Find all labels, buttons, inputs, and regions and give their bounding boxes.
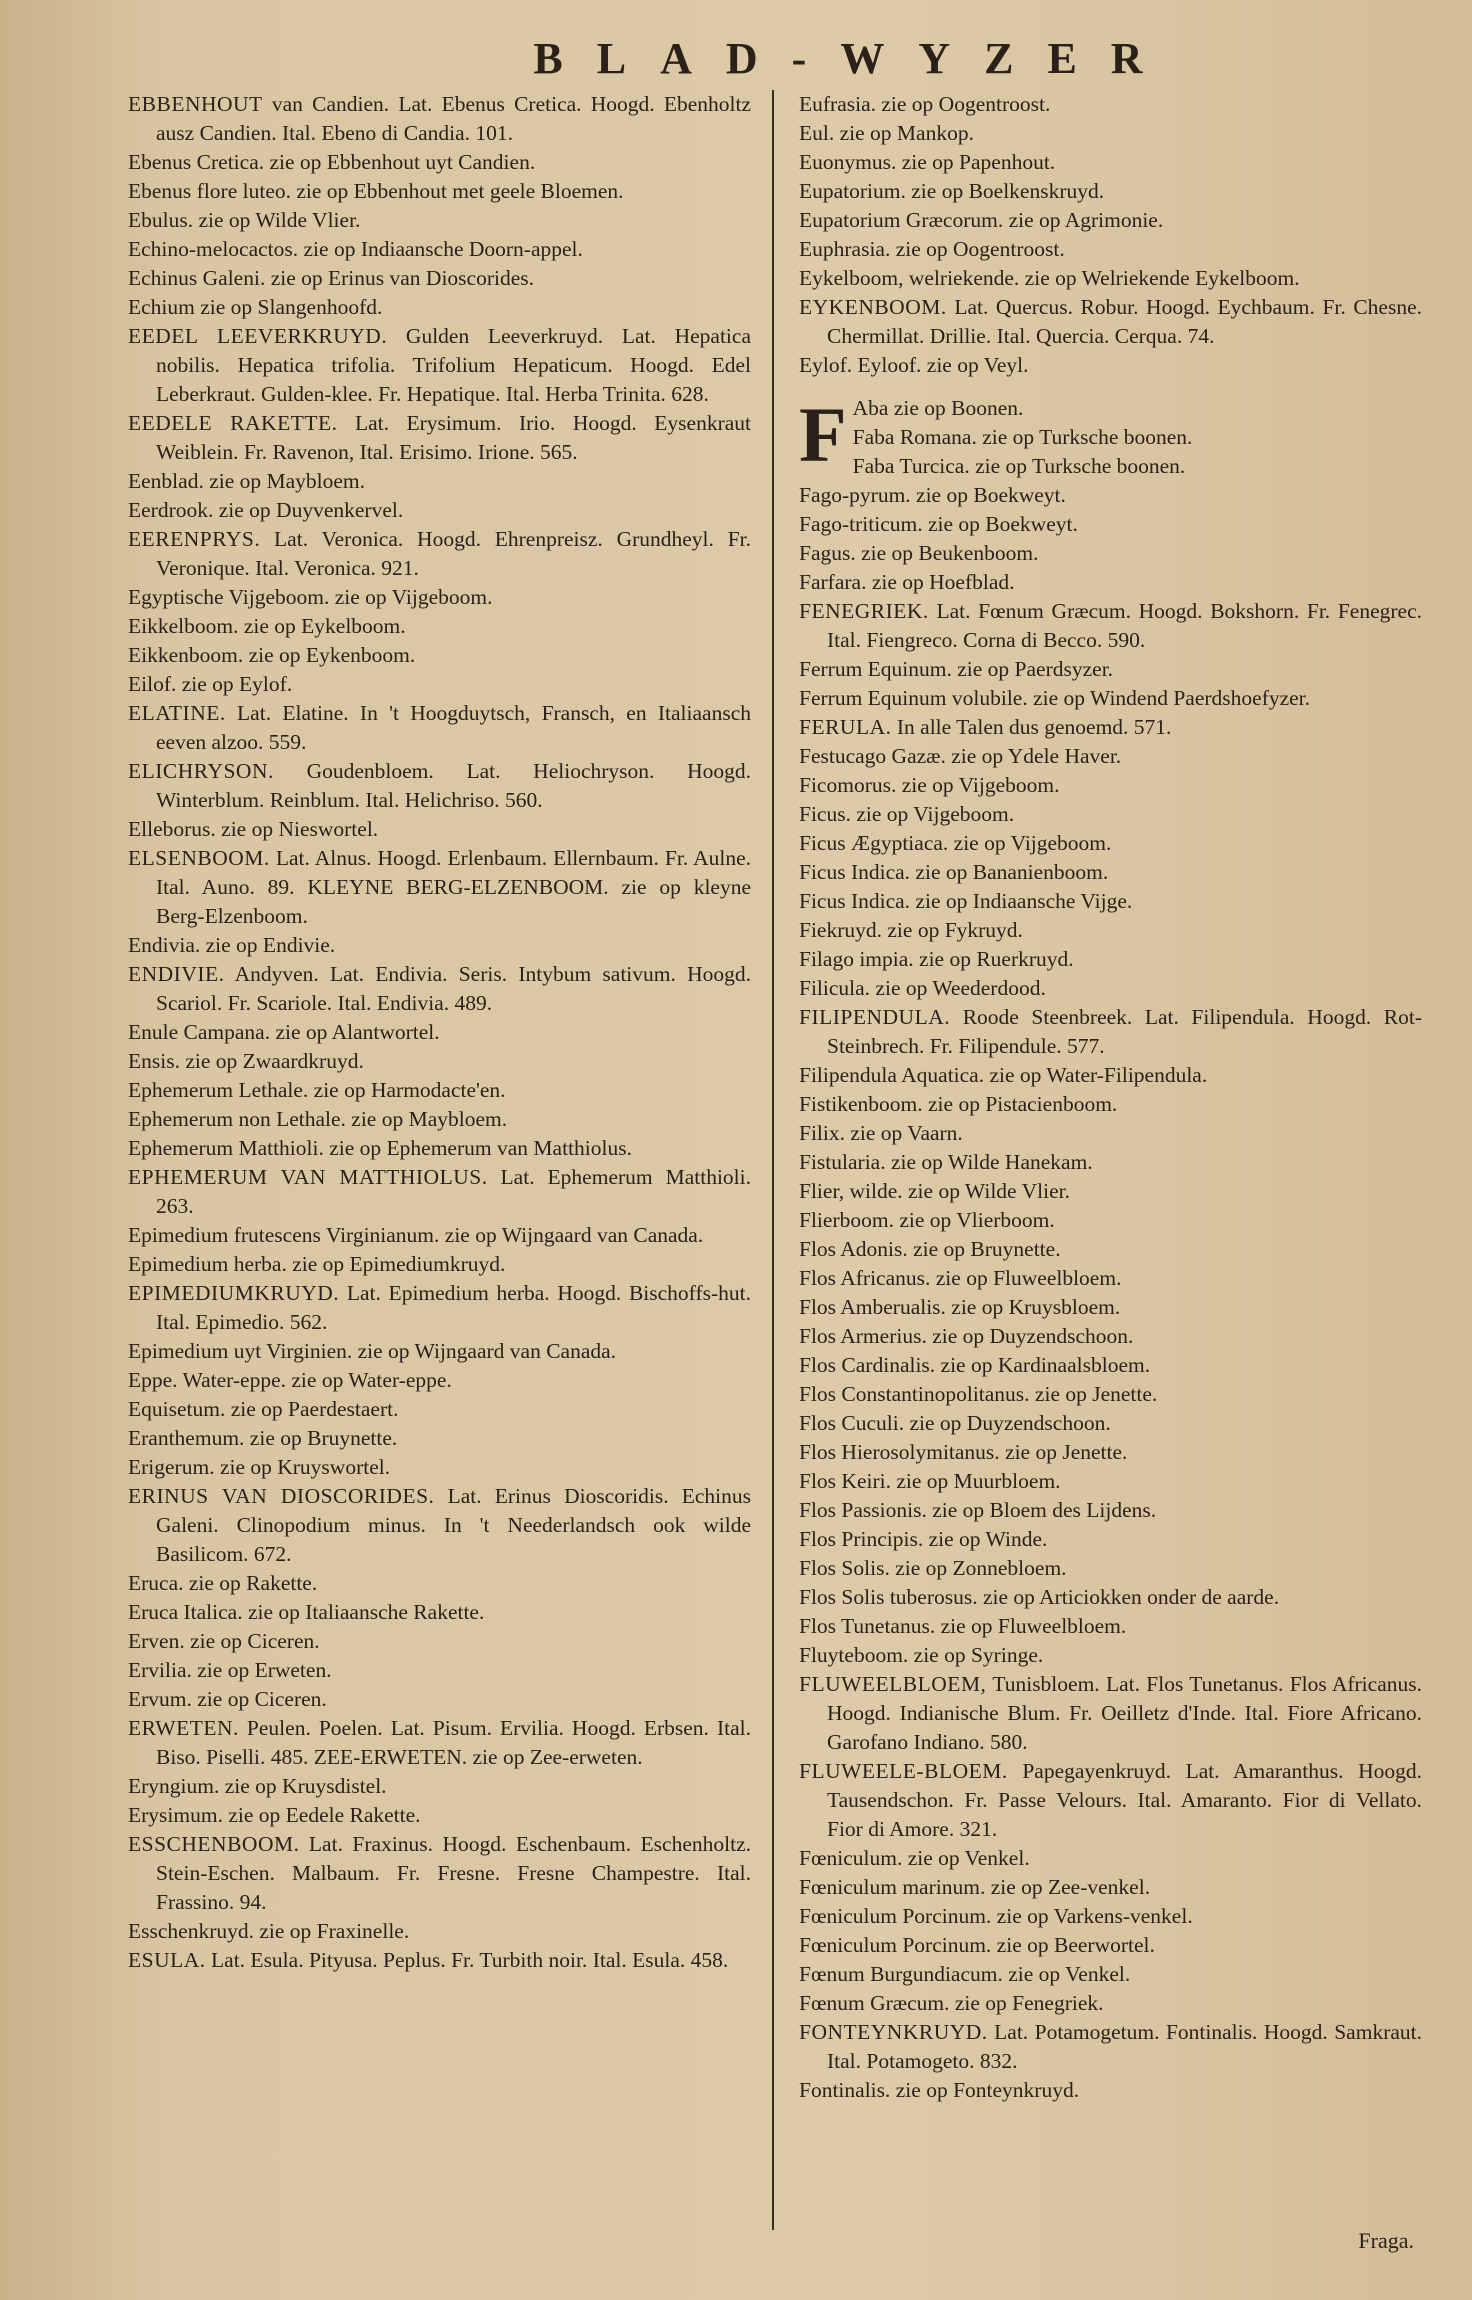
index-entry <box>128 960 751 1018</box>
index-entry <box>128 1772 751 1801</box>
entry-text: Fœniculum Porcinum. zie op Varkens-venkel. <box>799 1904 1193 1928</box>
index-entry <box>128 1685 751 1714</box>
right-column <box>799 90 1422 2105</box>
index-entry <box>128 1047 751 1076</box>
entry-text: Andyven. Lat. Endivia. Seris. Intybum sativum. Hoogd. Scariol. Fr. Scariole. Ital. Endivia. 489. <box>156 962 751 1015</box>
index-entry <box>128 699 751 757</box>
index-entry <box>799 1322 1422 1351</box>
index-entry <box>799 1844 1422 1873</box>
entry-text: Fistikenboom. zie op Pistacienboom. <box>799 1092 1118 1116</box>
entry-headword: FILIPENDULA. <box>799 1005 951 1029</box>
index-entry <box>799 1380 1422 1409</box>
entry-text: Flos Cardinalis. zie op Kardinaalsbloem. <box>799 1353 1151 1377</box>
index-columns <box>128 90 1422 2105</box>
index-entry <box>128 409 751 467</box>
entry-text: Ficus Indica. zie op Indiaansche Vijge. <box>799 889 1133 913</box>
index-entry <box>128 1134 751 1163</box>
entry-text: Flier, wilde. zie op Wilde Vlier. <box>799 1179 1070 1203</box>
entry-text: Farfara. zie op Hoefblad. <box>799 570 1015 594</box>
index-entry <box>128 1656 751 1685</box>
entry-text: Lat. Potamogetum. Fontinalis. Hoogd. Samkraut. Ital. Potamogeto. 832. <box>827 2020 1422 2073</box>
index-entry <box>799 1670 1422 1757</box>
letter-f-line: Faba Turcica. zie op Turksche boonen. <box>852 454 1186 478</box>
index-entry <box>799 1264 1422 1293</box>
entry-text: Euphrasia. zie op Oogentroost. <box>799 237 1065 261</box>
entry-text: Ebenus Cretica. zie op Ebbenhout uyt Candien. <box>128 150 536 174</box>
entry-text: Lat. Epimedium herba. Hoogd. Bischoffs-hut. Ital. Epimedio. 562. <box>156 1281 751 1334</box>
entry-headword: FONTEYNKRUYD. <box>799 2020 988 2044</box>
entry-text: Ficomorus. zie op Vijgeboom. <box>799 773 1060 797</box>
entry-text: Eruca. zie op Rakette. <box>128 1571 318 1595</box>
entry-headword: EEDELE RAKETTE. <box>128 411 338 435</box>
index-entry <box>128 467 751 496</box>
entry-text: Eikkenboom. zie op Eykenboom. <box>128 643 416 667</box>
index-entry <box>128 1627 751 1656</box>
entry-text: Flos Africanus. zie op Fluweelbloem. <box>799 1266 1122 1290</box>
index-entry <box>128 1163 751 1221</box>
entry-headword: ESSCHENBOOM. <box>128 1832 300 1856</box>
entry-text: Echinus Galeni. zie op Erinus van Dioscorides. <box>128 266 535 290</box>
index-entry <box>128 1917 751 1946</box>
entry-text: Fœnum Burgundiacum. zie op Venkel. <box>799 1962 1131 1986</box>
entry-text: Egyptische Vijgeboom. zie op Vijgeboom. <box>128 585 493 609</box>
entry-text: Echino-melocactos. zie op Indiaansche Doorn-appel. <box>128 237 583 261</box>
entry-headword: FERULA. <box>799 715 892 739</box>
index-entry <box>128 1569 751 1598</box>
index-entry <box>799 2076 1422 2105</box>
index-entry <box>799 916 1422 945</box>
entry-text: Euonymus. zie op Papenhout. <box>799 150 1056 174</box>
section-gap <box>799 380 1422 394</box>
entry-text: Eruca Italica. zie op Italiaansche Rakette. <box>128 1600 485 1624</box>
index-entry <box>799 1902 1422 1931</box>
index-entry <box>128 206 751 235</box>
index-entry <box>128 1482 751 1569</box>
index-entry <box>799 264 1422 293</box>
entry-text: Flos Keiri. zie op Muurbloem. <box>799 1469 1061 1493</box>
entry-headword: ESULA. <box>128 1948 206 1972</box>
entry-text: Flos Adonis. zie op Bruynette. <box>799 1237 1061 1261</box>
entry-text: Flos Amberualis. zie op Kruysbloem. <box>799 1295 1121 1319</box>
index-entry <box>799 684 1422 713</box>
entry-text: Enule Campana. zie op Alantwortel. <box>128 1020 440 1044</box>
index-entry <box>128 815 751 844</box>
index-entry <box>799 1061 1422 1090</box>
entry-text: Echium zie op Slangenhoofd. <box>128 295 383 319</box>
entry-text: Erven. zie op Ciceren. <box>128 1629 320 1653</box>
entry-text: Lat. Veronica. Hoogd. Ehrenpreisz. Grundheyl. Fr. Veronique. Ital. Veronica. 921. <box>156 527 751 580</box>
right-column-entries <box>799 481 1422 2105</box>
index-entry <box>128 583 751 612</box>
entry-text: Flos Principis. zie op Winde. <box>799 1527 1048 1551</box>
entry-text: Fago-pyrum. zie op Boekweyt. <box>799 483 1066 507</box>
index-entry <box>799 1409 1422 1438</box>
entry-text: Eilof. zie op Eylof. <box>128 672 293 696</box>
entry-text: Fœnum Græcum. zie op Fenegriek. <box>799 1991 1104 2015</box>
index-entry <box>799 568 1422 597</box>
index-entry <box>128 1018 751 1047</box>
index-entry <box>128 931 751 960</box>
entry-text: Eerdrook. zie op Duyvenkervel. <box>128 498 404 522</box>
entry-headword: EBBENHOUT <box>128 92 263 116</box>
index-entry <box>799 235 1422 264</box>
entry-text: van Candien. Lat. Ebenus Cretica. Hoogd. Ebenholtz ausz Candien. Ital. Ebeno di Candia. 101. <box>156 92 751 145</box>
entry-text: Endivia. zie op Endivie. <box>128 933 336 957</box>
entry-headword: ERINUS VAN DIOSCORIDES. <box>128 1484 435 1508</box>
drop-initial-f: F <box>799 391 847 478</box>
index-entry <box>799 655 1422 684</box>
entry-headword: FENEGRIEK. <box>799 599 929 623</box>
index-entry <box>128 1279 751 1337</box>
index-entry <box>799 1177 1422 1206</box>
entry-text: Fœniculum Porcinum. zie op Beerwortel. <box>799 1933 1155 1957</box>
index-entry <box>799 2018 1422 2076</box>
index-entry <box>799 1757 1422 1844</box>
index-entry <box>799 1612 1422 1641</box>
index-entry <box>799 1148 1422 1177</box>
entry-text: Eenblad. zie op Maybloem. <box>128 469 366 493</box>
index-entry <box>799 800 1422 829</box>
entry-text: Lat. Elatine. In 't Hoogduytsch, Fransch, en Italiaansch eeven alzoo. 559. <box>156 701 751 754</box>
index-entry <box>128 148 751 177</box>
index-entry <box>799 974 1422 1003</box>
index-entry <box>799 1293 1422 1322</box>
index-entry <box>799 1351 1422 1380</box>
entry-headword: ELICHRYSON. <box>128 759 274 783</box>
entry-text: Ebenus flore luteo. zie op Ebbenhout met geele Bloemen. <box>128 179 624 203</box>
entry-text: Fagus. zie op Beukenboom. <box>799 541 1039 565</box>
entry-text: Flos Hierosolymitanus. zie op Jenette. <box>799 1440 1128 1464</box>
index-entry <box>799 90 1422 119</box>
entry-text: Flos Cuculi. zie op Duyzendschoon. <box>799 1411 1111 1435</box>
entry-text: Ephemerum non Lethale. zie op Maybloem. <box>128 1107 508 1131</box>
index-entry <box>799 1554 1422 1583</box>
entry-text: Ficus Indica. zie op Bananienboom. <box>799 860 1109 884</box>
entry-text: Lat. Erysimum. Irio. Hoogd. Eysenkraut Weiblein. Fr. Ravenon, Ital. Erisimo. Irione. 565. <box>156 411 751 464</box>
entry-text: Lat. Erinus Dioscoridis. Echinus Galeni. Clinopodium minus. In 't Neederlandsch ook wilde Basilicom. 672. <box>156 1484 751 1566</box>
entry-text: Eykelboom, welriekende. zie op Welriekende Eykelboom. <box>799 266 1300 290</box>
entry-text: Peulen. Poelen. Lat. Pisum. Ervilia. Hoogd. Erbsen. Ital. Biso. Piselli. 485. ZEE-ERWETEN. zie op Zee-erweten. <box>156 1716 751 1769</box>
index-entry <box>128 235 751 264</box>
entry-text: Erigerum. zie op Kruyswortel. <box>128 1455 391 1479</box>
entry-text: Ficus Ægyptiaca. zie op Vijgeboom. <box>799 831 1112 855</box>
index-entry <box>799 829 1422 858</box>
index-entry <box>128 293 751 322</box>
index-entry <box>799 119 1422 148</box>
index-entry <box>128 1221 751 1250</box>
index-entry <box>799 481 1422 510</box>
index-entry <box>128 177 751 206</box>
entry-text: Ferrum Equinum volubile. zie op Windend Paerdshoefyzer. <box>799 686 1311 710</box>
entry-text: Eylof. Eyloof. zie op Veyl. <box>799 353 1029 377</box>
entry-text: Fiekruyd. zie op Fykruyd. <box>799 918 1023 942</box>
letter-f-line: Aba zie op Boonen. <box>852 396 1024 420</box>
entry-text: Eppe. Water-eppe. zie op Water-eppe. <box>128 1368 452 1392</box>
entry-text: Flos Armerius. zie op Duyzendschoon. <box>799 1324 1134 1348</box>
entry-text: Fistularia. zie op Wilde Hanekam. <box>799 1150 1093 1174</box>
entry-headword: EEDEL LEEVERKRUYD. <box>128 324 388 348</box>
entry-text: Fœniculum. zie op Venkel. <box>799 1846 1030 1870</box>
index-entry <box>128 90 751 148</box>
entry-text: Lat. Esula. Pityusa. Peplus. Fr. Turbith noir. Ital. Esula. 458. <box>205 1948 729 1972</box>
index-entry <box>128 264 751 293</box>
index-entry <box>799 1931 1422 1960</box>
entry-text: Lat. Quercus. Robur. Hoogd. Eychbaum. Fr. Chesne. Chermillat. Drillie. Ital. Quercia. Cerqua. 74. <box>827 295 1422 348</box>
entry-text: Festucago Gazæ. zie op Ydele Haver. <box>799 744 1122 768</box>
catchword: Fraga. <box>1358 2228 1414 2253</box>
entry-text: Filipendula Aquatica. zie op Water-Filipendula. <box>799 1063 1208 1087</box>
index-entry <box>128 1250 751 1279</box>
entry-text: Goudenbloem. Lat. Heliochryson. Hoogd. Winterblum. Reinblum. Ital. Helichriso. 560. <box>156 759 751 812</box>
entry-text: Filix. zie op Vaarn. <box>799 1121 963 1145</box>
entry-text: Ephemerum Matthioli. zie op Ephemerum van Matthiolus. <box>128 1136 632 1160</box>
index-entry <box>128 612 751 641</box>
index-entry <box>799 293 1422 351</box>
entry-text: Roode Steenbreek. Lat. Filipendula. Hoogd. Rot-Steinbrech. Fr. Filipendule. 577. <box>827 1005 1422 1058</box>
entry-text: Epimedium frutescens Virginianum. zie op Wijngaard van Canada. <box>128 1223 704 1247</box>
entry-headword: ERWETEN. <box>128 1716 239 1740</box>
index-entry <box>799 1525 1422 1554</box>
letter-f-line: Faba Romana. zie op Turksche boonen. <box>852 425 1193 449</box>
index-entry <box>128 322 751 409</box>
entry-text: Ervilia. zie op Erweten. <box>128 1658 332 1682</box>
entry-text: Eikkelboom. zie op Eykelboom. <box>128 614 406 638</box>
index-entry <box>799 1989 1422 2018</box>
entry-headword: ELATINE. <box>128 701 226 725</box>
index-entry <box>799 1467 1422 1496</box>
index-entry <box>799 1235 1422 1264</box>
entry-text: Fœniculum marinum. zie op Zee-venkel. <box>799 1875 1151 1899</box>
entry-text: Flos Tunetanus. zie op Fluweelbloem. <box>799 1614 1127 1638</box>
entry-text: Papegayenkruyd. Lat. Amaranthus. Hoogd. Tausendschon. Fr. Passe Velours. Ital. Amaranto. Fior di Vellato. Fior di Amore. 321. <box>827 1759 1422 1841</box>
entry-headword: FLUWEELE-BLOEM. <box>799 1759 1008 1783</box>
index-entry <box>799 713 1422 742</box>
letter-f-lines <box>853 394 1193 481</box>
entry-text: Eranthemum. zie op Bruynette. <box>128 1426 398 1450</box>
entry-text: Flos Solis. zie op Zonnebloem. <box>799 1556 1067 1580</box>
index-entry <box>128 1395 751 1424</box>
entry-text: Ephemerum Lethale. zie op Harmodacte'en. <box>128 1078 506 1102</box>
entry-text: Lat. Fraxinus. Hoogd. Eschenbaum. Eschenholtz. Stein-Eschen. Malbaum. Fr. Fresne. Fresne Champestre. Ital. Frassino. 94. <box>156 1832 751 1914</box>
entry-text: Eupatorium Græcorum. zie op Agrimonie. <box>799 208 1164 232</box>
column-divider <box>772 90 774 2230</box>
entry-text: Lat. Fœnum Græcum. Hoogd. Bokshorn. Fr. Fenegrec. Ital. Fiengreco. Corna di Becco. 590. <box>827 599 1422 652</box>
entry-text: Equisetum. zie op Paerdestaert. <box>128 1397 399 1421</box>
entry-text: Flos Passionis. zie op Bloem des Lijdens. <box>799 1498 1157 1522</box>
index-entry <box>128 525 751 583</box>
index-entry <box>799 597 1422 655</box>
entry-headword: EYKENBOOM. <box>799 295 947 319</box>
entry-text: Lat. Ephemerum Matthioli. 263. <box>156 1165 751 1218</box>
entry-text: Epimedium uyt Virginien. zie op Wijngaard van Canada. <box>128 1339 617 1363</box>
index-entry <box>799 351 1422 380</box>
entry-text: Eufrasia. zie op Oogentroost. <box>799 92 1051 116</box>
entry-headword: EERENPRYS. <box>128 527 261 551</box>
entry-text: Elleborus. zie op Nieswortel. <box>128 817 379 841</box>
index-entry <box>128 1714 751 1772</box>
index-entry <box>799 510 1422 539</box>
index-entry <box>799 1496 1422 1525</box>
index-entry <box>128 496 751 525</box>
entry-text: Eupatorium. zie op Boelkenskruyd. <box>799 179 1105 203</box>
page-header: BLAD-WYZER <box>533 34 1177 83</box>
index-entry <box>128 670 751 699</box>
entry-text: Ficus. zie op Vijgeboom. <box>799 802 1015 826</box>
index-entry <box>799 945 1422 974</box>
index-entry <box>128 1076 751 1105</box>
entry-text: Gulden Leeverkruyd. Lat. Hepatica nobilis. Hepatica trifolia. Trifolium Hepaticum. Hoogd. Edel Leberkraut. Gulden-klee. Fr. Hepatique. Ital. Herba Trinita. 628. <box>156 324 751 406</box>
index-entry <box>799 1438 1422 1467</box>
index-entry <box>128 1801 751 1830</box>
index-entry <box>128 1453 751 1482</box>
index-entry <box>799 1641 1422 1670</box>
entry-text: Filicula. zie op Weederdood. <box>799 976 1046 1000</box>
entry-text: Ensis. zie op Zwaardkruyd. <box>128 1049 364 1073</box>
index-entry <box>128 757 751 815</box>
letter-f-section <box>799 391 1422 481</box>
index-entry <box>799 1090 1422 1119</box>
index-entry <box>128 1830 751 1917</box>
index-entry <box>799 1206 1422 1235</box>
index-entry <box>799 1583 1422 1612</box>
entry-text: Flos Constantinopolitanus. zie op Jenette. <box>799 1382 1158 1406</box>
entry-text: Fontinalis. zie op Fonteynkruyd. <box>799 2078 1080 2102</box>
entry-text: Tunisbloem. Lat. Flos Tunetanus. Flos Africanus. Hoogd. Indianische Blum. Fr. Oeilletz d'Inde. Ital. Fiore Africano. Garofano Indiano. 580. <box>827 1672 1422 1754</box>
entry-text: Flierboom. zie op Vlierboom. <box>799 1208 1055 1232</box>
entry-text: Ebulus. zie op Wilde Vlier. <box>128 208 361 232</box>
entry-headword: EPHEMERUM VAN MATTHIOLUS. <box>128 1165 488 1189</box>
index-entry <box>799 742 1422 771</box>
entry-text: In alle Talen dus genoemd. 571. <box>891 715 1172 739</box>
entry-headword: ENDIVIE. <box>128 962 225 986</box>
entry-text: Flos Solis tuberosus. zie op Articiokken onder de aarde. <box>799 1585 1280 1609</box>
index-entry <box>799 771 1422 800</box>
index-entry <box>128 1105 751 1134</box>
index-entry <box>799 1960 1422 1989</box>
entry-text: Epimedium herba. zie op Epimediumkruyd. <box>128 1252 506 1276</box>
entry-headword: ELSENBOOM. <box>128 846 270 870</box>
index-entry <box>799 206 1422 235</box>
index-entry <box>799 1873 1422 1902</box>
entry-text: Lat. Alnus. Hoogd. Erlenbaum. Ellernbaum. Fr. Aulne. Ital. Auno. 89. KLEYNE BERG-ELZENBOOM. zie op kleyne Berg-Elzenboom. <box>156 846 751 928</box>
index-entry <box>128 1424 751 1453</box>
index-entry <box>128 641 751 670</box>
index-entry <box>799 539 1422 568</box>
index-entry <box>799 887 1422 916</box>
index-entry <box>128 1598 751 1627</box>
entry-headword: EPIMEDIUMKRUYD. <box>128 1281 340 1305</box>
entry-text: Erysimum. zie op Eedele Rakette. <box>128 1803 421 1827</box>
index-entry <box>128 1946 751 1975</box>
entry-text: Esschenkruyd. zie op Fraxinelle. <box>128 1919 410 1943</box>
index-entry <box>799 858 1422 887</box>
index-entry <box>128 844 751 931</box>
index-entry <box>128 1366 751 1395</box>
index-entry <box>799 177 1422 206</box>
index-entry <box>128 1337 751 1366</box>
entry-text: Eryngium. zie op Kruysdistel. <box>128 1774 387 1798</box>
index-entry <box>799 1003 1422 1061</box>
entry-text: Filago impia. zie op Ruerkruyd. <box>799 947 1074 971</box>
entry-text: Ferrum Equinum. zie op Paerdsyzer. <box>799 657 1114 681</box>
entry-text: Fago-triticum. zie op Boekweyt. <box>799 512 1078 536</box>
entry-text: Fluyteboom. zie op Syringe. <box>799 1643 1044 1667</box>
index-entry <box>799 148 1422 177</box>
entry-text: Ervum. zie op Ciceren. <box>128 1687 327 1711</box>
entry-headword: FLUWEELBLOEM, <box>799 1672 987 1696</box>
right-column-top <box>799 90 1422 380</box>
left-column <box>128 90 751 2105</box>
entry-text: Eul. zie op Mankop. <box>799 121 974 145</box>
index-entry <box>799 1119 1422 1148</box>
